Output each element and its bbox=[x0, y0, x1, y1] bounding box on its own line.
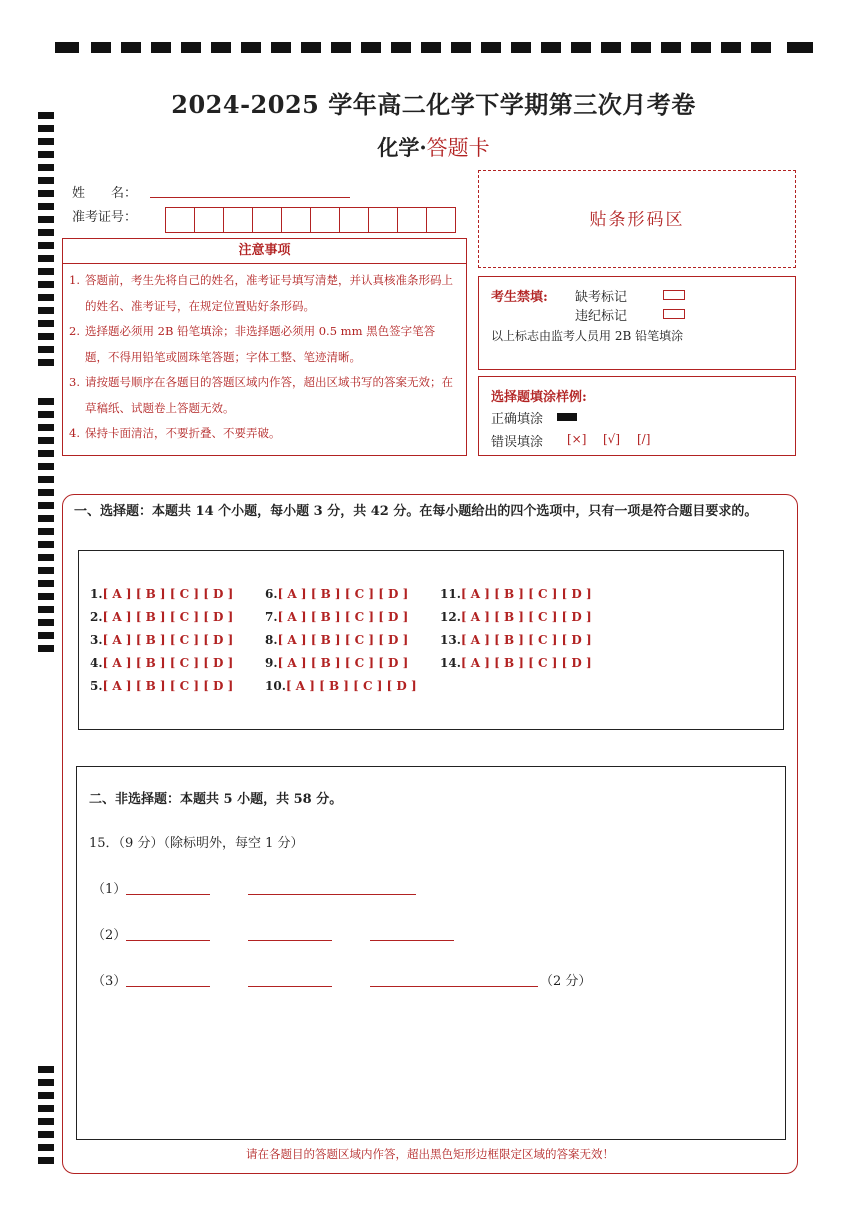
part-label: （3） bbox=[92, 974, 127, 989]
correct-fill-label: 正确填涂 bbox=[491, 412, 544, 427]
subtitle-subject: 化学· bbox=[377, 135, 427, 160]
wrong-fill-mark: [√] bbox=[603, 432, 621, 446]
answer-blank[interactable] bbox=[126, 894, 210, 895]
part-label: （1） bbox=[92, 882, 127, 897]
answer-blank[interactable] bbox=[370, 986, 538, 987]
page-title: 2024-2025 学年高二化学下学期第三次月考卷 bbox=[171, 90, 696, 119]
violation-mark-label: 违纪标记 bbox=[575, 309, 628, 324]
mc-question[interactable]: 7.[ A ] [ B ] [ C ] [ D ] bbox=[265, 610, 409, 624]
non-choice-box bbox=[76, 766, 786, 1140]
mc-question[interactable]: 8.[ A ] [ B ] [ C ] [ D ] bbox=[265, 633, 409, 647]
barcode-label: 贴条形码区 bbox=[589, 210, 685, 230]
name-label: 姓 名： bbox=[72, 186, 138, 201]
mc-question[interactable]: 3.[ A ] [ B ] [ C ] [ D ] bbox=[90, 633, 234, 647]
footer-warning: 请在各题目的答题区域内作答，超出黑色矩形边框限定区域的答案无效！ bbox=[246, 1147, 614, 1161]
answer-blank[interactable] bbox=[370, 940, 454, 941]
exam-id-box[interactable] bbox=[252, 207, 282, 233]
exam-id-box[interactable] bbox=[397, 207, 427, 233]
exam-id-box[interactable] bbox=[368, 207, 398, 233]
points-note: （2 分） bbox=[540, 974, 592, 989]
forbidden-fill-box bbox=[478, 276, 796, 370]
side-timing-marks bbox=[38, 0, 54, 1228]
section2-heading: 二、非选择题：本题共 5 小题，共 58 分。 bbox=[89, 792, 343, 807]
answer-blank[interactable] bbox=[126, 940, 210, 941]
mc-question[interactable]: 11.[ A ] [ B ] [ C ] [ D ] bbox=[440, 587, 592, 601]
exam-id-box[interactable] bbox=[310, 207, 340, 233]
notice-title: 注意事项 bbox=[63, 239, 466, 264]
notice-item: 4. 保持卡面清洁，不要折叠、不要弄破。 bbox=[69, 426, 281, 440]
answer-blank[interactable] bbox=[248, 894, 416, 895]
correct-fill-mark bbox=[557, 413, 577, 421]
exam-id-label: 准考证号： bbox=[72, 210, 138, 225]
answer-blank[interactable] bbox=[248, 986, 332, 987]
forbidden-fill-note: 以上标志由监考人员用 2B 铅笔填涂 bbox=[491, 329, 684, 343]
mc-question[interactable]: 14.[ A ] [ B ] [ C ] [ D ] bbox=[440, 656, 592, 670]
exam-id-boxes[interactable] bbox=[165, 207, 455, 233]
absent-mark-label: 缺考标记 bbox=[575, 290, 628, 305]
multiple-choice-box bbox=[78, 550, 784, 730]
section1-heading: 一、选择题：本题共 14 个小题，每小题 3 分，共 42 分。在每小题给出的四个选项中，只有一项是符合题目要求的。 bbox=[74, 504, 758, 519]
mc-question[interactable]: 12.[ A ] [ B ] [ C ] [ D ] bbox=[440, 610, 592, 624]
notice-item: 2. 选择题必须用 2B 铅笔填涂；非选择题必须用 0.5 mm 黑色签字笔答题，不得用铅笔或圆珠笔答题；字体工整、笔迹清晰。 bbox=[69, 324, 436, 364]
name-field[interactable] bbox=[150, 197, 350, 198]
forbidden-fill-title: 考生禁填: bbox=[491, 290, 548, 305]
exam-id-box[interactable] bbox=[281, 207, 311, 233]
answer-blank[interactable] bbox=[248, 940, 332, 941]
wrong-fill-mark: [/] bbox=[637, 432, 651, 446]
subtitle-card: 答题卡 bbox=[426, 136, 490, 160]
exam-id-box[interactable] bbox=[223, 207, 253, 233]
notice-item: 1. 答题前，考生先将自己的姓名，准考证号填写清楚，并认真核准条形码上的姓名、准考证号，在规定位置贴好条形码。 bbox=[69, 273, 453, 313]
notice-box bbox=[62, 238, 467, 456]
fill-sample-title: 选择题填涂样例: bbox=[491, 390, 587, 405]
barcode-area bbox=[478, 170, 796, 268]
exam-id-box[interactable] bbox=[165, 207, 195, 233]
exam-id-box[interactable] bbox=[426, 207, 456, 233]
fill-sample-box bbox=[478, 376, 796, 456]
mc-question[interactable]: 13.[ A ] [ B ] [ C ] [ D ] bbox=[440, 633, 592, 647]
notice-item: 3. 请按题号顺序在各题目的答题区域内作答，超出区域书写的答案无效；在草稿纸、试题卷上答题无效。 bbox=[69, 375, 453, 415]
answer-blank[interactable] bbox=[126, 986, 210, 987]
mc-question[interactable]: 9.[ A ] [ B ] [ C ] [ D ] bbox=[265, 656, 409, 670]
wrong-fill-mark: [×] bbox=[567, 432, 587, 446]
question-15-heading: 15．（9 分）（除标明外，每空 1 分） bbox=[89, 836, 304, 851]
top-timing-marks bbox=[55, 42, 815, 54]
mc-question[interactable]: 6.[ A ] [ B ] [ C ] [ D ] bbox=[265, 587, 409, 601]
part-label: （2） bbox=[92, 928, 127, 943]
mc-question[interactable]: 2.[ A ] [ B ] [ C ] [ D ] bbox=[90, 610, 234, 624]
page-subtitle bbox=[0, 132, 867, 162]
absent-mark-box[interactable] bbox=[663, 290, 685, 300]
wrong-fill-label: 错误填涂 bbox=[491, 435, 544, 450]
mc-question[interactable]: 4.[ A ] [ B ] [ C ] [ D ] bbox=[90, 656, 234, 670]
exam-id-box[interactable] bbox=[339, 207, 369, 233]
mc-question[interactable]: 5.[ A ] [ B ] [ C ] [ D ] bbox=[90, 679, 234, 693]
exam-id-box[interactable] bbox=[194, 207, 224, 233]
violation-mark-box[interactable] bbox=[663, 309, 685, 319]
mc-question[interactable]: 1.[ A ] [ B ] [ C ] [ D ] bbox=[90, 587, 234, 601]
mc-question[interactable]: 10.[ A ] [ B ] [ C ] [ D ] bbox=[265, 679, 417, 693]
